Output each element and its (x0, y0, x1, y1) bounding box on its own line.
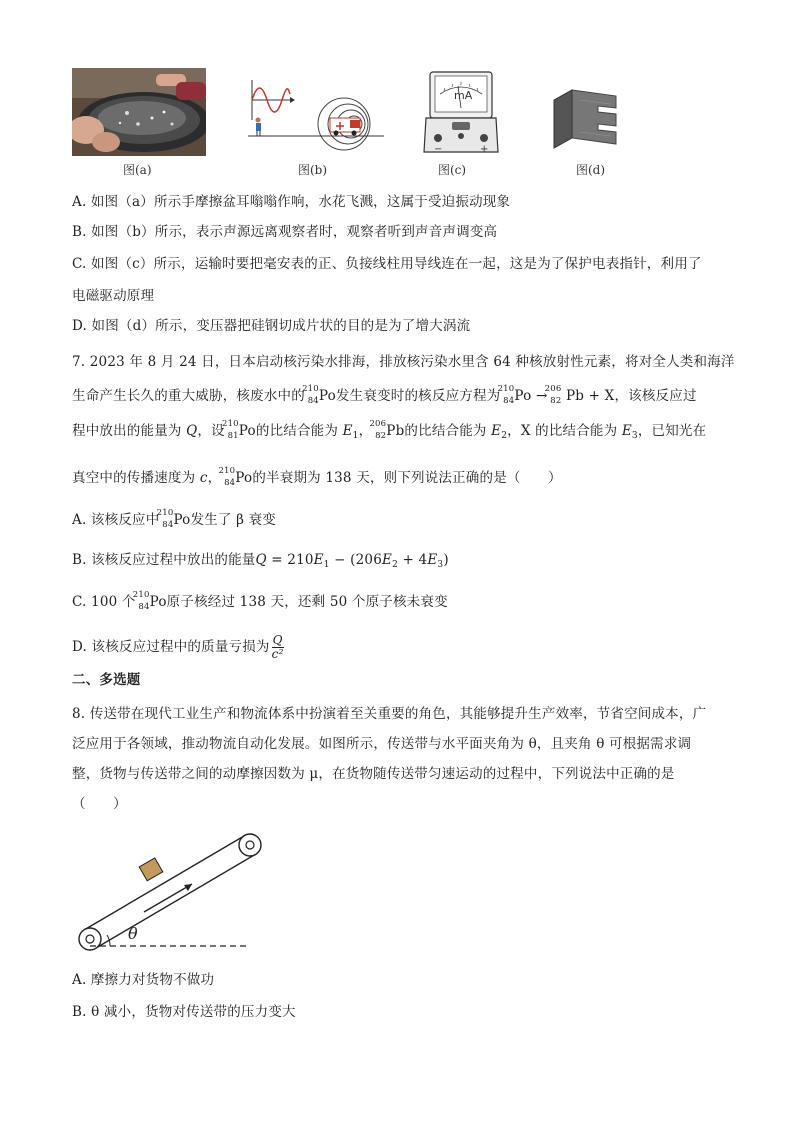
nuclide-pb206: 206 82 (369, 419, 387, 441)
q6-option-a: A. 如图（a）所示手摩擦盆耳嗡嗡作响，水花飞溅，这属于受迫振动现象 (72, 194, 511, 210)
nuclide-po210: 210 84 (302, 384, 319, 406)
q8-line4: （ ） (72, 796, 127, 812)
figure-a-caption: 图(a) (123, 163, 152, 177)
q6-option-c-line2: 电磁驱动原理 (72, 288, 155, 304)
figure-b-caption: 图(b) (298, 163, 328, 177)
q7-line3: 程中放出的能量为 Q，设 210 81 Po的比结合能为 $E_1$， 206 82 Pb的比结合能为 $E_2$，X 的比结合能为 $E_3$，已知光在 (72, 419, 707, 441)
nuclide-po210-halflife: 210 84 (218, 466, 236, 488)
figure-c-caption: 图(c) (438, 163, 467, 177)
conveyor-belt-icon (74, 828, 264, 952)
figure-a-basin-photo (72, 68, 206, 156)
meter-unit-label: mA (454, 89, 473, 102)
q8-option-a: A. 摩擦力对货物不做功 (72, 972, 215, 988)
q7-line4: 真空中的传播速度为 c， 210 84 Po的半衰期为 138 天，则下列说法正确的是（ ） (72, 466, 562, 488)
q7-option-d: D. 该核反应过程中的质量亏损为 $\frac{Q}{\text{c²}}$ (72, 633, 284, 661)
q7-option-a: A. 该核反应中 210 84 Po发生了 β 衰变 (72, 508, 277, 530)
q8-line2: 泛应用于各领域，推动物流自动化发展。如图所示，传送带与水平面夹角为 θ，且夹角 θ 可根据需求调 (72, 736, 692, 752)
nuclide-po210-eq: 210 84 (497, 384, 515, 406)
basin-photo-icon (72, 68, 206, 156)
figure-b-doppler (246, 74, 386, 154)
meter-plus-label: + (480, 144, 489, 155)
conveyor-belt-diagram (74, 828, 264, 952)
mass-defect-fraction: $\frac{Q}{\text{c²}}$ (271, 633, 284, 661)
q7-line2: 生命产生长久的重大威胁，核废水中的 210 84 Po发生衰变时的核反应方程为 210 84 Po → 206 82 Pb + X，该核反应过 (72, 384, 697, 406)
figure-c-milliammeter (422, 68, 502, 158)
q8-option-b: B. θ 减小，货物对传送带的压力变大 (72, 1004, 296, 1020)
section-heading-multiple-choice: 二、多选题 (72, 672, 141, 688)
q6-option-d: D. 如图（d）所示，变压器把硅钢切成片状的目的是为了增大涡流 (72, 318, 471, 334)
q8-line3: 整，货物与传送带之间的动摩擦因数为 μ，在货物随传送带匀速运动的过程中，下列说法中正确的是 (72, 766, 675, 782)
nuclide-po210-opt-c: 210 84 (132, 590, 150, 612)
figure-d-transformer-core (550, 86, 620, 152)
q7-option-b: B. 该核反应过程中放出的能量$Q = 210E_1 - (206E_2 + 4E_3)$ (72, 552, 449, 570)
angle-theta-label: θ (128, 924, 138, 943)
q6-option-b: B. 如图（b）所示，表示声源远离观察者时，观察者听到声音声调变高 (72, 224, 498, 240)
figure-row (70, 68, 710, 180)
nuclide-po210-opt-a: 210 84 (156, 508, 174, 530)
nuclide-po210-81: 210 81 (221, 419, 239, 441)
nuclide-pb206-eq: 206 82 (544, 384, 562, 406)
doppler-diagram-icon (246, 74, 386, 154)
q7-line1: 7. 2023 年 8 月 24 日，日本启动核污染水排海，排放核污染水里含 64 种核放射性元素，将对全人类和海洋 (72, 354, 735, 370)
figure-d-caption: 图(d) (576, 163, 606, 177)
q8-line1: 8. 传送带在现代工业生产和物流体系中扮演着至关重要的角色，其能够提升生产效率，节省空间成本，广 (72, 706, 707, 722)
q6-option-c-line1: C. 如图（c）所示，运输时要把毫安表的正、负接线柱用导线连在一起，这是为了保护电表指针，利用了 (72, 256, 702, 272)
q7-option-c: C. 100 个 210 84 Po原子核经过 138 天，还剩 50 个原子核未衰变 (72, 590, 448, 612)
meter-minus-label: − (434, 144, 443, 155)
transformer-core-icon (550, 86, 620, 152)
